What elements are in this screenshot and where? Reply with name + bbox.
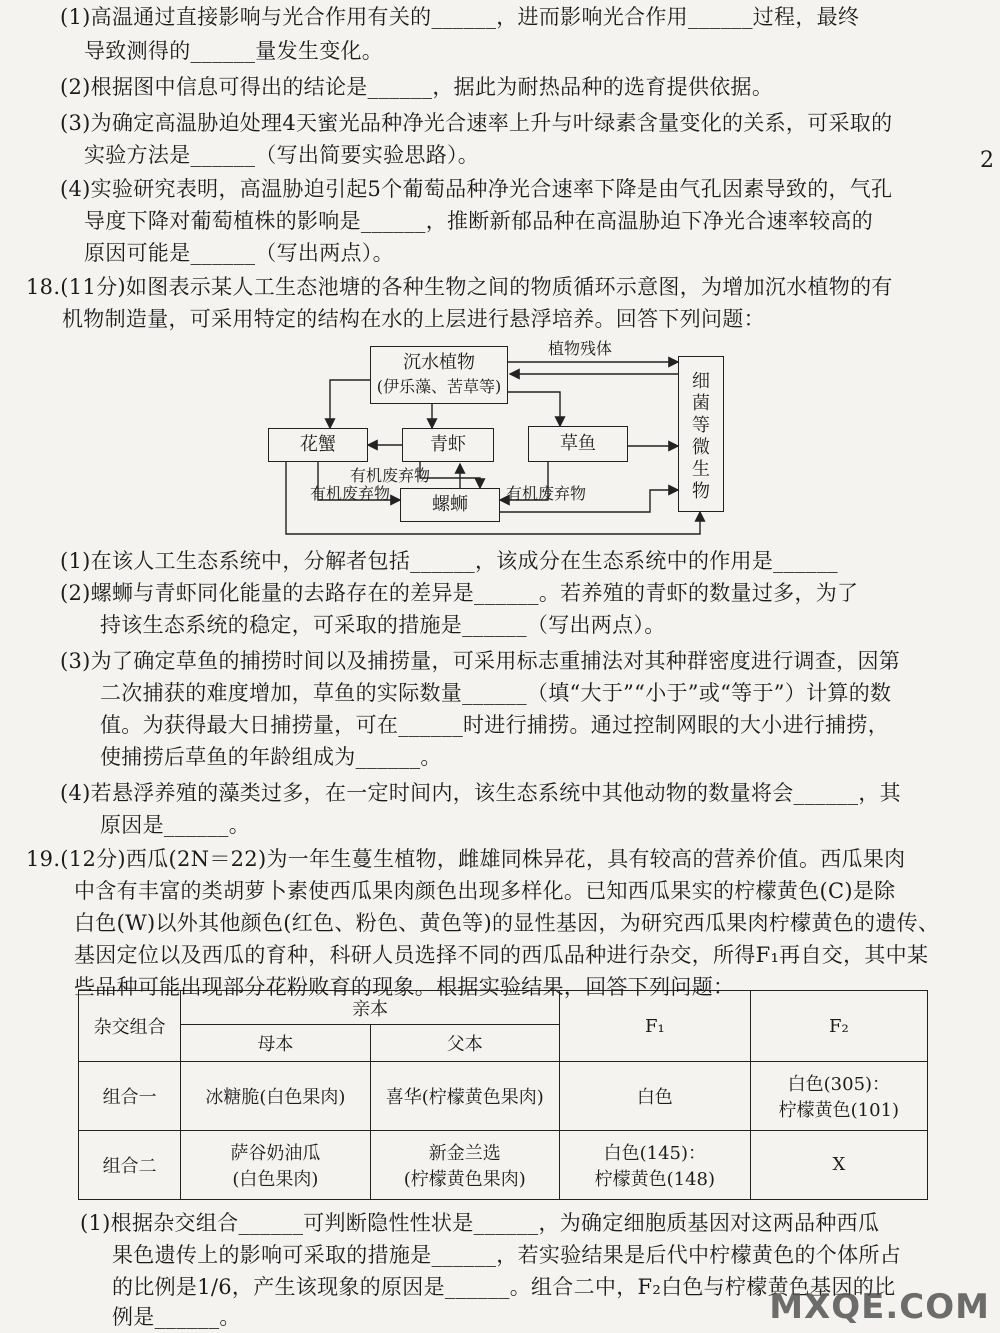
cell-f1-line1: 白色(145)： — [603, 1142, 707, 1164]
cell-father — [370, 1130, 559, 1199]
cell-f2-line1: 白色(305)： — [787, 1073, 891, 1095]
watermark-logo: MXQE.COM — [769, 1287, 990, 1327]
cell-mother-line2: (白色果肉) — [232, 1168, 319, 1190]
node-snail: 螺蛳 — [400, 488, 500, 522]
q18-line-2: (2)螺蛳与青虾同化能量的去路存在的差异是______。若养殖的青虾的数量过多，为了 — [60, 581, 859, 605]
q18-intro-2: 机物制造量，可采用特定的结构在水的上层进行悬浮培养。回答下列问题： — [62, 307, 765, 331]
table-row — [79, 1062, 928, 1131]
arrow-plant-to-carp — [508, 392, 560, 426]
cell-combo-name: 组合一 — [79, 1062, 181, 1131]
margin-number: 2 — [980, 148, 994, 173]
q19-intro-1: 19.(12分)西瓜(2N＝22)为一年生蔓生植物，雌雄同株异花，具有较高的营养价值。西瓜果肉 — [26, 847, 906, 871]
header-f2: F₂ — [750, 991, 927, 1062]
q18-line-6: 值。为获得最大日捕捞量，可在______时进行捕捞。通过控制网眼的大小进行捕捞， — [100, 713, 889, 737]
cell-mother: 冰糖脆(白色果肉) — [181, 1062, 370, 1131]
cross-results-table — [78, 990, 928, 1200]
cell-f1: 白色 — [559, 1062, 750, 1131]
cell-father: 喜华(柠檬黄色果肉) — [370, 1062, 559, 1131]
q19-line-3: 的比例是1/6，产生该现象的原因是______。组合二中，F₂白色与柠檬黄色基因的比 — [112, 1275, 896, 1299]
label-waste-3: 有机废弃物 — [506, 484, 587, 503]
cell-father-line2: (柠檬黄色果肉) — [403, 1168, 526, 1190]
q17-line-2: 导致测得的______量发生变化。 — [84, 39, 384, 63]
q17-line-8: 原因可能是______（写出两点）。 — [84, 241, 394, 265]
q19-line-4: 例是______。 — [112, 1305, 241, 1329]
header-father: 父本 — [370, 1025, 559, 1062]
q18-line-3: 持该生态系统的稳定，可采取的措施是______（写出两点）。 — [100, 613, 666, 637]
header-combo: 杂交组合 — [79, 991, 181, 1062]
header-f1: F₁ — [559, 991, 750, 1062]
cell-mother-line1: 萨谷奶油瓜 — [230, 1142, 321, 1164]
q18-line-7: 使捕捞后草鱼的年龄组成为______。 — [100, 745, 442, 769]
q18-line-5: 二次捕获的难度增加，草鱼的实际数量______（填“大于”“小于”或“等于”）计算的数 — [100, 681, 892, 705]
q18-line-4: (3)为了确定草鱼的捕捞时间以及捕捞量，可采用标志重捕法对其种群密度进行调查，因第 — [60, 649, 901, 673]
node-bacteria: 细菌等微生物 — [678, 356, 724, 512]
node-carp: 草鱼 — [528, 426, 628, 462]
cell-f1-line2: 柠檬黄色(148) — [594, 1168, 716, 1190]
table-row — [79, 1130, 928, 1199]
cell-f2 — [750, 1062, 927, 1131]
header-mother: 母本 — [181, 1025, 370, 1062]
node-plant-line1: 沉水植物 — [403, 352, 475, 373]
q17-line-7: 导度下降对葡萄植株的影响是______，推断新郁品种在高温胁迫下净光合速率较高的 — [84, 209, 873, 233]
q19-line-2: 果色遗传上的影响可采取的措施是______，若实验结果是后代中柠檬黄色的个体所占 — [112, 1243, 901, 1267]
node-submerged-plants — [370, 346, 508, 404]
cell-mother — [181, 1130, 370, 1199]
q18-line-8: (4)若悬浮养殖的藻类过多，在一定时间内，该生态系统中其他动物的数量将会______，其 — [60, 781, 901, 805]
q18-line-1: (1)在该人工生态系统中，分解者包括______，该成分在生态系统中的作用是______ — [60, 549, 838, 573]
q18-intro-1: 18.(11分)如图表示某人工生态池塘的各种生物之间的物质循环示意图，为增加沉水植物的有 — [26, 275, 893, 299]
arrow-plant-to-crab — [330, 380, 370, 428]
q17-line-1: (1)高温通过直接影响与光合作用有关的______，进而影响光合作用______过程，最终 — [60, 5, 860, 29]
q19-line-1: (1)根据杂交组合______可判断隐性性状是______，为确定细胞质基因对这两品种西瓜 — [80, 1211, 880, 1235]
node-shrimp: 青虾 — [402, 428, 494, 462]
q17-line-5: 实验方法是______（写出简要实验思路）。 — [84, 143, 480, 167]
label-waste-2: 有机废弃物 — [310, 484, 391, 503]
q17-line-6: (4)实验研究表明，高温胁迫引起5个葡萄品种净光合速率下降是由气孔因素导致的，气孔 — [60, 177, 893, 201]
header-parents: 亲本 — [181, 991, 560, 1025]
q19-intro-5: 些品种可能出现部分花粉败育的现象。根据实验结果，回答下列问题： — [74, 975, 735, 999]
cell-father-line1: 新金兰选 — [428, 1142, 501, 1164]
node-crab: 花蟹 — [268, 428, 368, 462]
label-plant-residue: 植物残体 — [548, 339, 613, 358]
node-plant-line2: (伊乐藻、苦草等) — [376, 377, 502, 396]
q19-intro-3: 白色(W)以外其他颜色(红色、粉色、黄色等)的显性基因，为研究西瓜果肉柠檬黄色的遗传、 — [74, 911, 940, 935]
label-waste-1: 有机废弃物 — [350, 466, 431, 485]
cell-f2: X — [750, 1130, 927, 1199]
cell-combo-name: 组合二 — [79, 1130, 181, 1199]
q18-line-9: 原因是______。 — [100, 813, 250, 837]
cell-f1 — [559, 1130, 750, 1199]
q19-intro-2: 中含有丰富的类胡萝卜素使西瓜果肉颜色出现多样化。已知西瓜果实的柠檬黄色(C)是除 — [74, 879, 896, 903]
cell-f2-line2: 柠檬黄色(101) — [778, 1099, 900, 1121]
q17-line-4: (3)为确定高温胁迫处理4天蜜光品种净光合速率上升与叶绿素含量变化的关系，可采取的 — [60, 111, 893, 135]
q17-line-3: (2)根据图中信息可得出的结论是______，据此为耐热品种的选育提供依据。 — [60, 75, 774, 99]
q19-intro-4: 基因定位以及西瓜的育种，科研人员选择不同的西瓜品种进行杂交，所得F₁再自交，其中某 — [74, 943, 929, 967]
